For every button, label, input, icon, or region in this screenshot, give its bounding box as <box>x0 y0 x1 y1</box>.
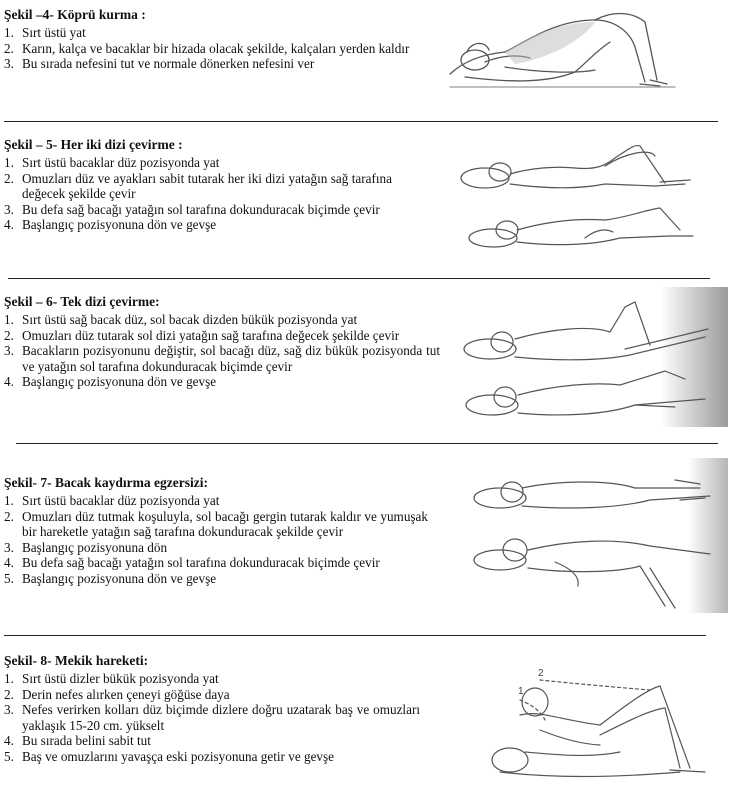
divider <box>8 278 710 279</box>
figure-label: 2 <box>538 668 544 679</box>
sit-up-illustration <box>480 660 715 788</box>
list-item: 1. Sırt üstü bacaklar düz pozisyonda yat <box>4 493 220 508</box>
list-item: 2. Omuzları düz tutarak sol dizi yatağın sağ tarafına değecek şekilde çevir <box>4 327 400 343</box>
list-item: 1. Sırt üstü yat <box>4 25 86 40</box>
both-knees-rotation-illustration <box>455 138 710 258</box>
bridge-pose-illustration <box>445 2 680 97</box>
step-list <box>0 155 392 233</box>
list-item: 5. Baş ve omuzlarını yavaşça eski pozisyonuna getir ve gevşe <box>4 748 335 764</box>
step-list <box>0 312 440 390</box>
list-item: 4. Bu sırada belini sabit tut <box>4 733 151 748</box>
list-item: 3. Bu sırada nefesini tut ve normale dönerken nefesini ver <box>4 56 315 71</box>
section-title: Şekil- 7- Bacak kaydırma egzersizi: <box>4 475 208 490</box>
list-item: 3. Bacakların pozisyonunu değiştir, sol bacağı düz, sağ diz bükük pozisyonda tut ve yatağın sol tarafına dokunduracak biçimde çevir <box>4 343 440 374</box>
single-knee-rotation-illustration <box>460 287 728 427</box>
list-item: 3. Nefes verirken kolları düz biçimde dizlere doğru uzatarak baş ve omuzları yaklaşık 15-20 cm. yükselt <box>4 702 420 733</box>
list-item: 1. Sırt üstü bacaklar düz pozisyonda yat <box>4 155 220 170</box>
section-title: Şekil – 6- Tek dizi çevirme: <box>4 294 160 309</box>
list-item: 4. Başlangıç pozisyonuna dön ve gevşe <box>4 374 217 389</box>
list-item: 5. Başlangıç pozisyonuna dön ve gevşe <box>4 570 217 586</box>
list-item: 4. Bu defa sağ bacağı yatağın sol tarafına dokunduracak biçimde çevir <box>4 555 380 570</box>
divider <box>16 443 718 444</box>
divider <box>4 635 706 636</box>
figure-label: 1 <box>518 686 524 697</box>
list-item: 3. Bu defa sağ bacağı yatağın sol tarafına dokunduracak biçimde çevir <box>4 201 380 217</box>
list-item: 1. Sırt üstü sağ bacak düz, sol bacak dizden bükük pozisyonda yat <box>4 312 358 327</box>
list-item: 2. Omuzları düz tutmak koşuluyla, sol bacağı gergin tutarak kaldır ve yumuşak bir hareketle yatağın sağ tarafına dokunduracak şekilde çevir <box>4 508 428 539</box>
section-title: Şekil –4- Köprü kurma : <box>4 7 146 22</box>
divider <box>4 121 718 122</box>
list-item: 1. Sırt üstü dizler bükük pozisyonda yat <box>4 671 219 686</box>
list-item: 4. Başlangıç pozisyonuna dön ve gevşe <box>4 217 217 232</box>
list-item: 2. Karın, kalça ve bacaklar bir hizada olacak şekilde, kalçaları yerden kaldır <box>4 40 410 56</box>
list-item: 2. Derin nefes alırken çeneyi göğüse daya <box>4 686 230 702</box>
list-item: 2. Omuzları düz ve ayakları sabit tutarak her iki dizi yatağın sağ tarafına değecek şekilde çevir <box>4 170 392 201</box>
list-item: 3. Başlangıç pozisyonuna dön <box>4 539 168 555</box>
step-list <box>0 493 428 586</box>
section-title: Şekil – 5- Her iki dizi çevirme : <box>4 137 183 152</box>
step-list <box>0 25 420 72</box>
step-list <box>0 671 420 764</box>
section-title: Şekil- 8- Mekik hareketi: <box>4 653 149 668</box>
leg-slide-illustration <box>460 458 728 613</box>
